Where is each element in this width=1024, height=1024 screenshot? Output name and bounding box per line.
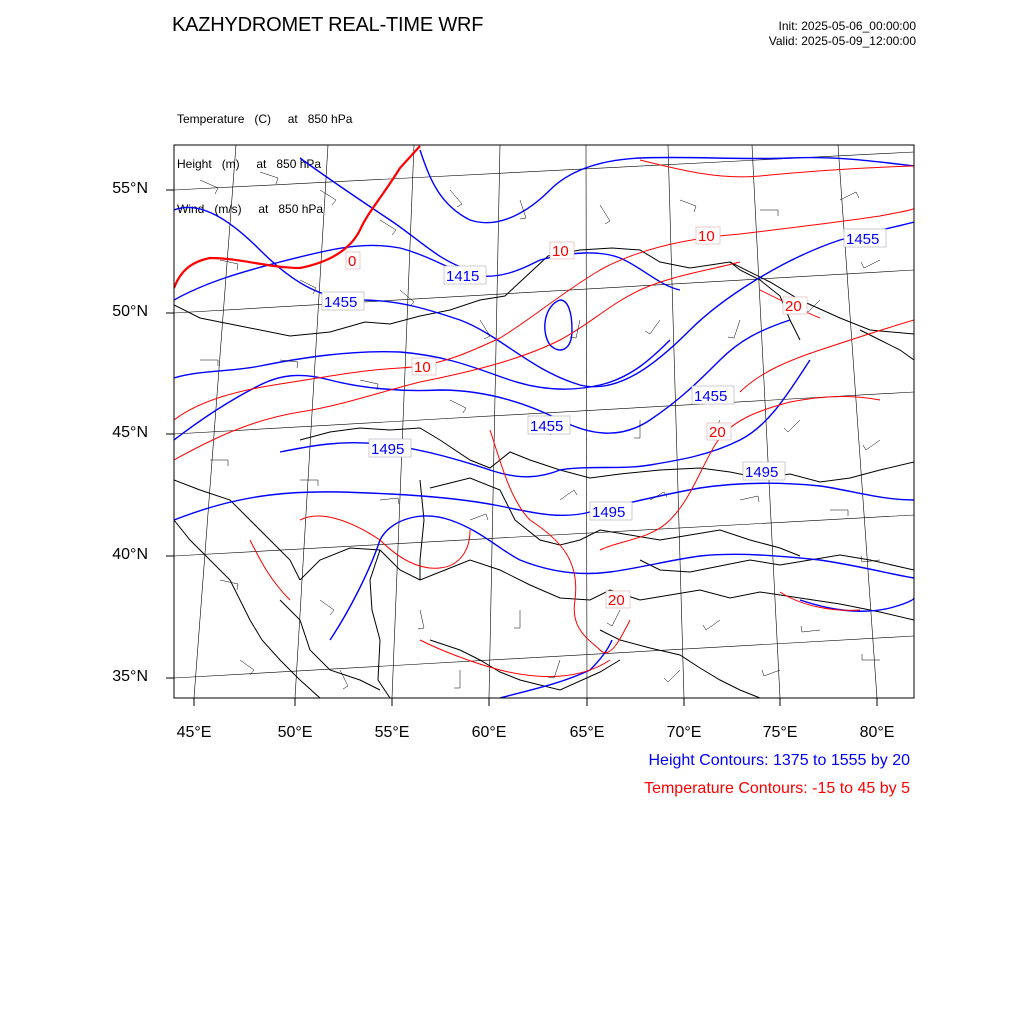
lat-label: 55°N: [112, 180, 148, 197]
height-label: 1495: [371, 441, 405, 458]
lat-label: 40°N: [112, 546, 148, 563]
height-label: 1455: [324, 294, 358, 311]
temperature-contours: [174, 146, 914, 677]
temperature-label: 10: [552, 243, 569, 260]
init-time: Init: 2025-05-06_00:00:00: [778, 19, 916, 33]
lon-label: 55°E: [374, 724, 410, 741]
map-title: KAZHYDROMET REAL-TIME WRF: [172, 14, 484, 36]
temperature-contour-labels: [346, 227, 807, 609]
lon-label: 80°E: [859, 724, 895, 741]
temperature-label: 10: [414, 359, 431, 376]
temperature-label: 20: [785, 298, 802, 315]
lon-label: 65°E: [569, 724, 605, 741]
temperature-label: 10: [698, 228, 715, 245]
field-wind: Wind (m/s) at 850 hPa: [177, 202, 324, 216]
temperature-legend: Temperature Contours: -15 to 45 by 5: [644, 780, 910, 797]
height-label: 1415: [446, 268, 480, 285]
temperature-label: 20: [608, 592, 625, 609]
lat-label: 35°N: [112, 668, 148, 685]
lon-label: 45°E: [176, 724, 212, 741]
height-label: 1455: [530, 418, 564, 435]
height-label: 1495: [592, 504, 626, 521]
lon-label: 50°E: [277, 724, 313, 741]
lat-label: 45°N: [112, 424, 148, 441]
field-temperature: Temperature (C) at 850 hPa: [177, 112, 353, 126]
axis-ticks: [166, 190, 880, 706]
temperature-label: 20: [709, 424, 726, 441]
field-height: Height (m) at 850 hPa: [177, 157, 322, 171]
lon-label: 75°E: [762, 724, 798, 741]
height-legend: Height Contours: 1375 to 1555 by 20: [648, 752, 910, 769]
lat-label: 50°N: [112, 303, 148, 320]
lon-label: 60°E: [471, 724, 507, 741]
lon-label: 70°E: [666, 724, 702, 741]
height-label: 1455: [846, 231, 880, 248]
temperature-label: 0: [348, 253, 357, 270]
height-label: 1455: [694, 388, 728, 405]
country-borders: [174, 248, 914, 698]
valid-time: Valid: 2025-05-09_12:00:00: [768, 34, 916, 48]
height-label: 1495: [745, 464, 779, 481]
